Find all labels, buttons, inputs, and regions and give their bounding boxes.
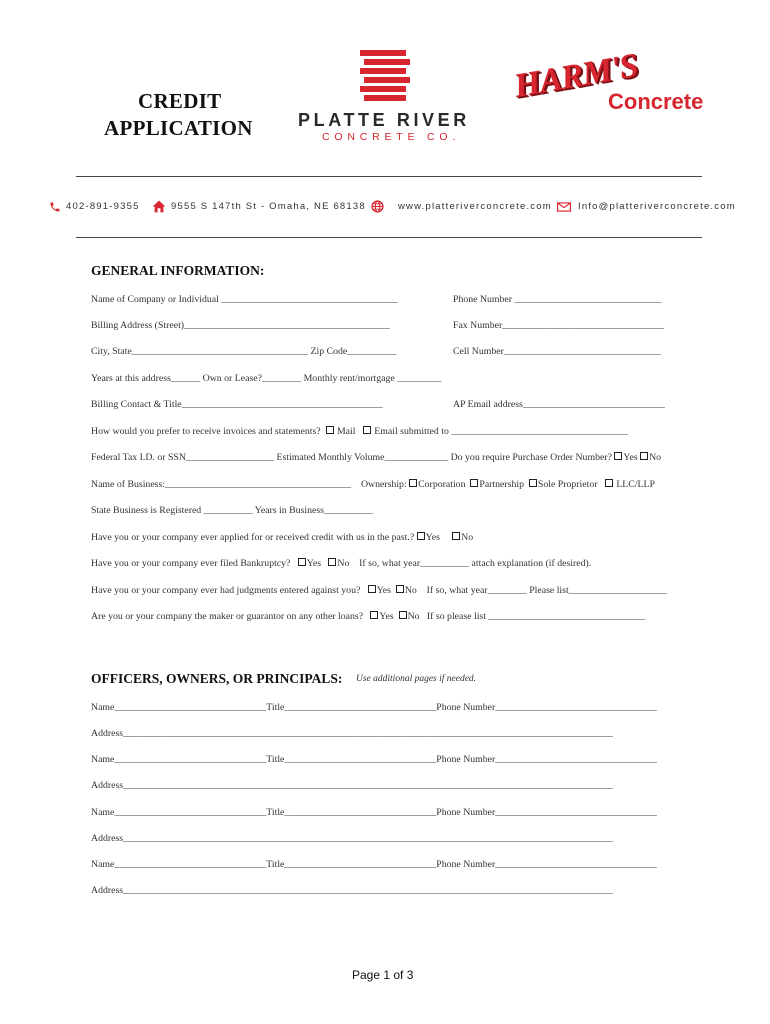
bankruptcy-row xyxy=(91,558,591,569)
platte-river-stripes-icon xyxy=(360,50,410,102)
credit-yes-label: Yes xyxy=(425,532,440,543)
platte-river-subtitle: CONCRETE CO. xyxy=(322,131,461,143)
mail-icon xyxy=(557,202,571,212)
corporation-checkbox[interactable] xyxy=(409,479,417,487)
judgments-no-checkbox[interactable] xyxy=(396,585,404,593)
state-registered-field[interactable]: State Business is Registered __________ Years in Business__________ xyxy=(91,505,373,516)
page-number: Page 1 of 3 xyxy=(352,968,414,982)
judgments-yes-checkbox[interactable] xyxy=(368,585,376,593)
header-divider-bottom xyxy=(76,237,702,238)
bankruptcy-yes-checkbox[interactable] xyxy=(298,558,306,566)
guarantor-yes-checkbox[interactable] xyxy=(370,611,378,619)
invoice-preference-row xyxy=(91,426,628,437)
company-name-field[interactable]: Name of Company or Individual ____________________________________ xyxy=(91,294,398,305)
general-information-heading: GENERAL INFORMATION: xyxy=(91,263,265,278)
officers-heading: OFFICERS, OWNERS, OR PRINCIPALS: xyxy=(91,671,343,686)
officer-4-name-row[interactable]: Name_______________________________Title_______________________________Phone Number_________________________________ xyxy=(91,859,657,870)
bankruptcy-no-label: No xyxy=(337,558,350,569)
contact-email[interactable]: Info@platteriverconcrete.com xyxy=(578,201,736,212)
billing-address-field[interactable]: Billing Address (Street)__________________________________________ xyxy=(91,320,390,331)
judgments-year-field[interactable]: If so, what year________ Please list____________________ xyxy=(426,585,667,596)
document-title-line-2: APPLICATION xyxy=(104,116,253,140)
credit-history-row xyxy=(91,532,473,543)
credit-yes-checkbox[interactable] xyxy=(417,532,425,540)
contact-phone[interactable]: 402-891-9355 xyxy=(66,201,140,212)
harms-concrete-text: Concrete xyxy=(608,89,704,114)
credit-no-label: No xyxy=(461,532,474,543)
guarantor-no-checkbox[interactable] xyxy=(399,611,407,619)
officer-1-name-row[interactable]: Name_______________________________Title_______________________________Phone Number_________________________________ xyxy=(91,702,657,713)
po-yes-label: Yes xyxy=(623,452,638,463)
harms-concrete-logo xyxy=(511,46,716,138)
guarantor-row xyxy=(91,611,645,622)
officer-3-name-row[interactable]: Name_______________________________Title_______________________________Phone Number_________________________________ xyxy=(91,807,657,818)
po-no-checkbox[interactable] xyxy=(640,452,648,460)
officer-4-address-row[interactable]: Address____________________________________________________________________________________________________ xyxy=(91,885,613,896)
guarantor-question: Are you or your company the maker or guarantor on any other loans? xyxy=(91,611,364,622)
partnership-checkbox[interactable] xyxy=(470,479,478,487)
ownership-label: Ownership: xyxy=(360,479,407,490)
guarantor-yes-label: Yes xyxy=(379,611,394,622)
guarantor-list-field[interactable]: If so please list ________________________________ xyxy=(426,611,646,622)
mail-checkbox[interactable] xyxy=(326,426,334,434)
llc-checkbox[interactable] xyxy=(605,479,613,487)
city-state-zip-field[interactable]: City, State____________________________________ Zip Code__________ xyxy=(91,346,397,357)
federal-tax-field[interactable]: Federal Tax I.D. or SSN__________________ Estimated Monthly Volume_____________ Do you require Purchase Order Number? xyxy=(91,452,612,463)
llc-label: LLC/LLP xyxy=(616,479,655,490)
contact-address: 9555 S 147th St - Omaha, NE 68138 xyxy=(171,201,366,212)
bankruptcy-year-field[interactable]: If so, what year__________ attach explanation (if desired). xyxy=(359,558,592,569)
partnership-label: Partnership xyxy=(479,479,524,490)
business-name-row xyxy=(91,479,655,490)
guarantor-no-label: No xyxy=(407,611,420,622)
judgments-question: Have you or your company ever had judgments entered against you? xyxy=(91,585,361,596)
credit-no-checkbox[interactable] xyxy=(452,532,460,540)
corporation-label: Corporation xyxy=(418,479,466,490)
bankruptcy-yes-label: Yes xyxy=(306,558,322,569)
document-title-line-1: CREDIT xyxy=(138,89,222,113)
business-name-field[interactable]: Name of Business:______________________________________ xyxy=(91,479,352,490)
judgments-no-label: No xyxy=(404,585,417,596)
po-yes-checkbox[interactable] xyxy=(614,452,622,460)
ap-email-field[interactable]: AP Email address_____________________________ xyxy=(453,399,665,410)
fax-number-field[interactable]: Fax Number_________________________________ xyxy=(453,320,664,331)
platte-river-logo xyxy=(296,50,486,150)
globe-icon xyxy=(371,200,384,213)
officer-1-address-row[interactable]: Address____________________________________________________________________________________________________ xyxy=(91,728,613,739)
contact-website[interactable]: www.platteriverconcrete.com xyxy=(398,201,552,212)
officer-3-address-row[interactable]: Address____________________________________________________________________________________________________ xyxy=(91,833,613,844)
invoice-preference-label: How would you prefer to receive invoices and statements? xyxy=(91,426,321,437)
phone-icon xyxy=(49,201,61,213)
judgments-row xyxy=(91,585,667,596)
email-checkbox[interactable] xyxy=(363,426,371,434)
bankruptcy-no-checkbox[interactable] xyxy=(328,558,336,566)
email-option-field[interactable]: Email submitted to ____________________________________ xyxy=(374,426,628,437)
officers-note: Use additional pages if needed. xyxy=(356,674,477,684)
federal-tax-row xyxy=(91,452,661,463)
header-divider-top xyxy=(76,176,702,177)
years-at-address-field[interactable]: Years at this address______ Own or Lease?________ Monthly rent/mortgage _________ xyxy=(91,373,442,384)
officer-2-name-row[interactable]: Name_______________________________Title_______________________________Phone Number_________________________________ xyxy=(91,754,657,765)
billing-contact-field[interactable]: Billing Contact & Title_________________________________________ xyxy=(91,399,383,410)
harms-wordmark: HARM'S xyxy=(511,46,641,106)
credit-history-question: Have you or your company ever applied for or received credit with us in the past.? xyxy=(91,532,415,543)
phone-number-field[interactable]: Phone Number ______________________________ xyxy=(453,294,662,305)
sole-proprietor-checkbox[interactable] xyxy=(529,479,537,487)
sole-proprietor-label: Sole Proprietor xyxy=(537,479,598,490)
home-icon xyxy=(152,200,166,213)
bankruptcy-question: Have you or your company ever filed Bankruptcy? xyxy=(91,558,291,569)
cell-number-field[interactable]: Cell Number________________________________ xyxy=(453,346,661,357)
officer-2-address-row[interactable]: Address____________________________________________________________________________________________________ xyxy=(91,780,613,791)
po-no-label: No xyxy=(649,452,662,463)
platte-river-name: PLATTE RIVER xyxy=(298,110,470,130)
mail-option-label: Mail xyxy=(336,426,356,437)
judgments-yes-label: Yes xyxy=(376,585,391,596)
